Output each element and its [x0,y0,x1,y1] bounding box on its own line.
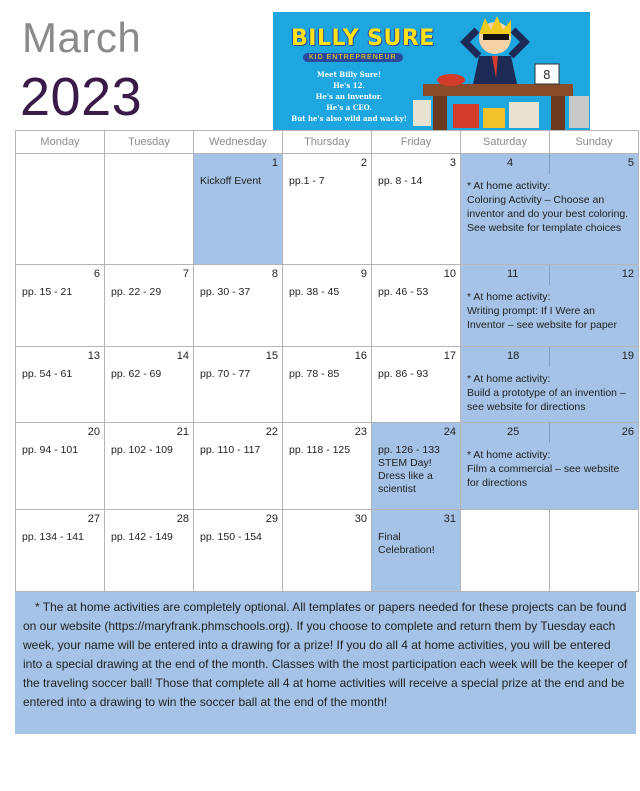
day-event: pp. 126 - 133 STEM Day! Dress like a scientist [378,444,440,495]
day-number: 9 [360,268,367,280]
weekday-header: Monday [16,131,105,154]
day-number: 23 [354,426,367,438]
weekday-header-row [16,131,639,154]
weekend-divider [549,154,550,174]
day-cell [16,265,105,347]
day-number: 16 [354,350,367,362]
day-cell [283,510,372,592]
weekend-divider [549,265,550,285]
day-event: pp. 142 - 149 [111,531,173,543]
calendar-grid [15,130,639,592]
day-cell [194,423,283,510]
weekday-header: Thursday [283,131,372,154]
day-cell [16,423,105,510]
day-number: 8 [271,268,278,280]
day-number: 2 [360,157,367,169]
day-event: pp.1 - 7 [289,175,325,187]
day-event: pp. 94 - 101 [22,444,79,456]
day-cell [194,347,283,423]
day-cell [372,510,461,592]
day-cell [372,347,461,423]
day-event: Kickoff Event [200,175,262,187]
day-event: pp. 38 - 45 [289,286,340,298]
day-event [16,157,104,163]
weekday-header: Sunday [550,131,639,154]
weekend-activity: * At home activity: Writing prompt: If I Were an Inventor – see website for paper [467,291,618,331]
banner-line: He's a CEO. [326,103,372,112]
day-number: 30 [354,513,367,525]
month-title: March [22,14,142,61]
day-event: pp. 30 - 37 [200,286,251,298]
day-number: 5 [627,157,634,169]
day-cell [372,423,461,510]
weekday-header: Tuesday [105,131,194,154]
day-number: 7 [182,268,189,280]
day-cell [194,510,283,592]
day-cell [105,154,194,265]
day-number: 17 [443,350,456,362]
weekend-activity: * At home activity: Film a commercial – see website for directions [467,449,620,489]
week-row [16,154,639,265]
day-number: 22 [265,426,278,438]
day-cell [105,423,194,510]
banner-subtitle: KID ENTREPRENEUR [303,53,403,62]
day-event: pp. 78 - 85 [289,368,340,380]
activities-note: * The at home activities are completely optional. All templates or papers needed for these projects can be found on our website (https://maryfrank.phmschools.org). If you choose to complete and return them by Tuesday each week, your name will be entered into a drawing for a prize! If you do all 4 at home activities, you will be entered into a special drawing at the end of the month. Classes with the most participation each week will be the keeper of the traveling soccer ball! Those that complete all 4 at home activities will receive a special prize at the end and be entered into a drawing to win the soccer ball at the end of the month! [15,592,636,734]
weekend-cell [461,423,639,510]
week-row [16,265,639,347]
day-number: 29 [265,513,278,525]
day-cell [16,347,105,423]
day-number: 14 [176,350,189,362]
day-number: 6 [93,268,100,280]
day-number: 24 [443,426,456,438]
day-cell [372,265,461,347]
weekend-divider [549,423,550,443]
day-event: pp. 46 - 53 [378,286,429,298]
day-number: 11 [507,268,519,280]
day-event: pp. 118 - 125 [289,444,351,456]
banner-line: He's 12. [333,81,365,90]
day-cell [550,510,639,592]
day-event: pp. 54 - 61 [22,368,73,380]
day-number: 13 [87,350,100,362]
svg-text:8: 8 [543,68,551,82]
weekday-header: Wednesday [194,131,283,154]
day-event: pp. 70 - 77 [200,368,251,380]
day-cell [105,347,194,423]
day-cell [283,154,372,265]
day-event: pp. 102 - 109 [111,444,173,456]
day-event: pp. 134 - 141 [22,531,84,543]
day-number: 18 [507,350,520,362]
day-event [105,157,193,163]
weekend-divider [549,347,550,367]
week-row [16,423,639,510]
day-number: 3 [449,157,456,169]
day-number: 15 [265,350,278,362]
day-cell [16,154,105,265]
day-cell [194,154,283,265]
week-row [16,347,639,423]
day-number: 20 [87,426,100,438]
day-number: 27 [87,513,100,525]
weekend-cell [461,265,639,347]
day-event: pp. 62 - 69 [111,368,162,380]
week-row [16,510,639,592]
day-event: pp. 15 - 21 [22,286,73,298]
day-event: pp. 110 - 117 [200,444,261,456]
day-number: 4 [507,157,514,169]
day-event: pp. 8 - 14 [378,175,423,187]
day-number: 26 [621,426,634,438]
day-event [283,525,371,531]
day-number: 12 [621,268,634,280]
day-cell [283,265,372,347]
day-number: 25 [507,426,520,438]
banner-line: He's an inventor. [315,92,383,101]
day-number: 31 [443,513,456,525]
banner-line: Meet Billy Sure! [316,70,382,79]
weekend-cell [461,347,639,423]
weekday-header: Friday [372,131,461,154]
day-cell [16,510,105,592]
weekend-cell [461,154,639,265]
day-event: pp. 22 - 29 [111,286,162,298]
day-number: 19 [621,350,634,362]
day-number: 21 [176,426,189,438]
day-cell [105,265,194,347]
day-number: 1 [271,157,278,169]
billy-sure-banner [273,12,590,130]
day-cell [372,154,461,265]
day-event: Final Celebration! [378,531,435,556]
day-event: pp. 86 - 93 [378,368,429,380]
day-number: 10 [443,268,456,280]
weekend-activity: * At home activity: Build a prototype of an invention – see website for directions [467,373,626,413]
day-number: 28 [176,513,189,525]
year-title: 2023 [20,67,143,127]
day-cell [105,510,194,592]
day-cell [283,347,372,423]
banner-line: But he's also wild and wacky! [291,114,407,123]
day-cell [194,265,283,347]
day-cell [461,510,550,592]
weekend-activity: * At home activity: Coloring Activity – Choose an inventor and do your best coloring. See website for template choices [467,180,629,234]
day-event: pp. 150 - 154 [200,531,262,543]
banner-title: BILLY SURE [291,26,435,51]
day-cell [283,423,372,510]
weekday-header: Saturday [461,131,550,154]
